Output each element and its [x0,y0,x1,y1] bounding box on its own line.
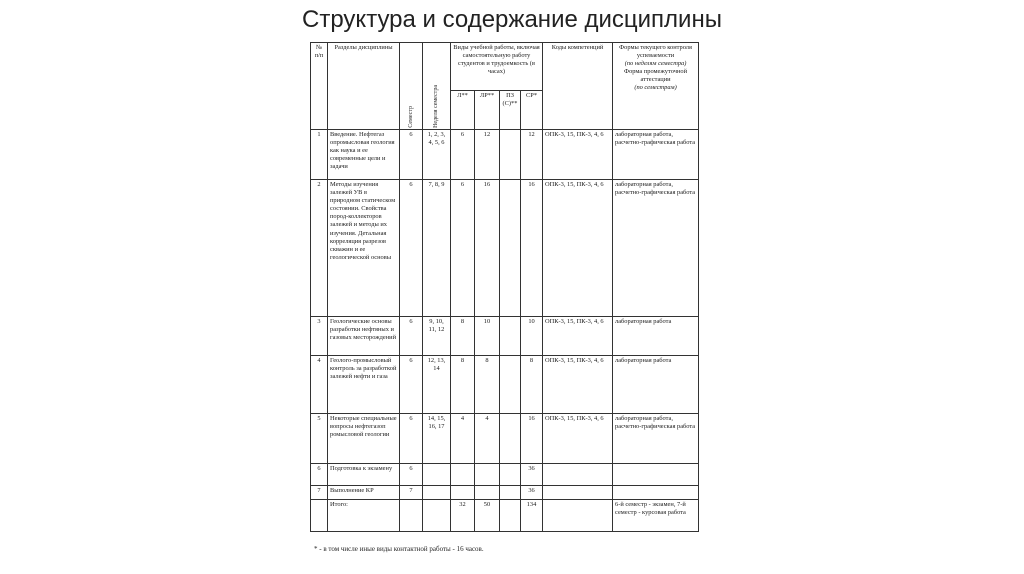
row-forms: лабораторная работа, расчетно-графическая работа [613,130,699,180]
row-sr: 16 [521,414,543,464]
row-forms: лабораторная работа [613,317,699,356]
row-num: 4 [311,356,328,414]
header-week-text: Неделя семестра [433,85,440,128]
row-num: 7 [311,486,328,500]
header-sections: Разделы дисциплины [328,43,400,130]
row-num: 6 [311,464,328,486]
header-lr: ЛР** [475,90,500,129]
row-num: 3 [311,317,328,356]
footnote: * - в том числе иные виды контактной работы - 16 часов. [314,545,484,553]
row-codes: ОПК-3, 15, ПК-3, 4, 6 [543,180,613,317]
row-week [423,500,451,532]
row-lr: 50 [475,500,500,532]
header-num: № п/п [311,43,328,130]
row-pz [500,464,521,486]
header-work-types: Виды учебной работы, включая самостоятельную работу студентов и трудоемкость (в часах) [451,43,543,91]
row-l: 6 [451,180,475,317]
row-section: Геолого-промысловый контроль за разработкой залежей нефти и газа [328,356,400,414]
row-forms: лабораторная работа, расчетно-графическая работа [613,180,699,317]
row-l [451,486,475,500]
row-pz [500,180,521,317]
row-semester: 6 [400,317,423,356]
row-sr: 134 [521,500,543,532]
forms-title: Формы текущего контроля успеваемости [619,44,692,60]
row-forms [613,464,699,486]
row-lr: 12 [475,130,500,180]
row-section: Введение. Нефтегаз опромысловая геология как наука и ее современные цели и задачи [328,130,400,180]
page-title: Структура и содержание дисциплины [302,6,722,33]
row-section: Методы изучения залежей УВ в природном статическом состоянии. Свойства пород-коллекторов залежей и методы их изучения. Детальная корреляция разрезов скважин и ее геологической основы [328,180,400,317]
row-lr: 16 [475,180,500,317]
row-section: Итого: [328,500,400,532]
row-semester [400,500,423,532]
row-sr: 12 [521,130,543,180]
row-num: 1 [311,130,328,180]
row-semester: 6 [400,464,423,486]
row-sr: 36 [521,464,543,486]
row-codes: ОПК-3, 15, ПК-3, 4, 6 [543,317,613,356]
row-codes [543,486,613,500]
row-semester: 7 [400,486,423,500]
row-lr: 4 [475,414,500,464]
row-semester: 6 [400,180,423,317]
row-codes: ОПК-3, 15, ПК-3, 4, 6 [543,356,613,414]
table-row [311,464,699,486]
table-row [311,356,699,414]
row-section: Некоторые специальные вопросы нефтегазоп ромысловой геологии [328,414,400,464]
row-week: 9, 10, 11, 12 [423,317,451,356]
row-l: 8 [451,356,475,414]
forms-mid: Форма промежуточной аттестации [624,68,687,84]
row-semester: 6 [400,130,423,180]
row-sr: 16 [521,180,543,317]
row-semester: 6 [400,356,423,414]
row-pz [500,317,521,356]
row-pz [500,414,521,464]
row-lr: 8 [475,356,500,414]
table-row [311,180,699,317]
row-forms: 6-й семестр - экзамен, 7-й семестр - курсовая работа [613,500,699,532]
row-l: 8 [451,317,475,356]
row-forms [613,486,699,500]
table-row-total [311,500,699,532]
row-codes: ОПК-3, 15, ПК-3, 4, 6 [543,130,613,180]
row-pz [500,130,521,180]
table-row [311,317,699,356]
header-pz: ПЗ (С)** [500,90,521,129]
row-codes [543,500,613,532]
forms-sem: (по семестрам) [634,84,677,92]
header-week [423,43,451,130]
row-week [423,486,451,500]
row-lr: 10 [475,317,500,356]
row-section: Геологические основы разработки нефтяных и газовых месторождений [328,317,400,356]
row-forms: лабораторная работа [613,356,699,414]
header-competences: Коды компетенций [543,43,613,130]
row-l: 32 [451,500,475,532]
header-l: Л** [451,90,475,129]
row-codes [543,464,613,486]
row-pz [500,486,521,500]
row-sr: 10 [521,317,543,356]
row-num [311,500,328,532]
row-section: Подготовка к экзамену [328,464,400,486]
row-codes: ОПК-3, 15, ПК-3, 4, 6 [543,414,613,464]
row-num: 5 [311,414,328,464]
row-forms: лабораторная работа, расчетно-графическая работа [613,414,699,464]
header-forms [613,43,699,130]
row-week: 1, 2, 3, 4, 5, 6 [423,130,451,180]
row-l: 6 [451,130,475,180]
table-row [311,130,699,180]
header-semester-text: Семестр [407,106,414,128]
row-pz [500,356,521,414]
row-sr: 36 [521,486,543,500]
header-semester [400,43,423,130]
row-semester: 6 [400,414,423,464]
discipline-structure-table [310,42,699,532]
row-sr: 8 [521,356,543,414]
row-week: 12, 13, 14 [423,356,451,414]
row-pz [500,500,521,532]
row-week: 14, 15, 16, 17 [423,414,451,464]
row-section: Выполнение КР [328,486,400,500]
row-lr [475,464,500,486]
row-num: 2 [311,180,328,317]
header-sr: СР* [521,90,543,129]
forms-weeks: (по неделям семестра) [624,60,687,68]
header-row-1 [311,43,699,91]
table-row [311,414,699,464]
row-l: 4 [451,414,475,464]
row-week: 7, 8, 9 [423,180,451,317]
row-l [451,464,475,486]
table-row [311,486,699,500]
row-week [423,464,451,486]
row-lr [475,486,500,500]
